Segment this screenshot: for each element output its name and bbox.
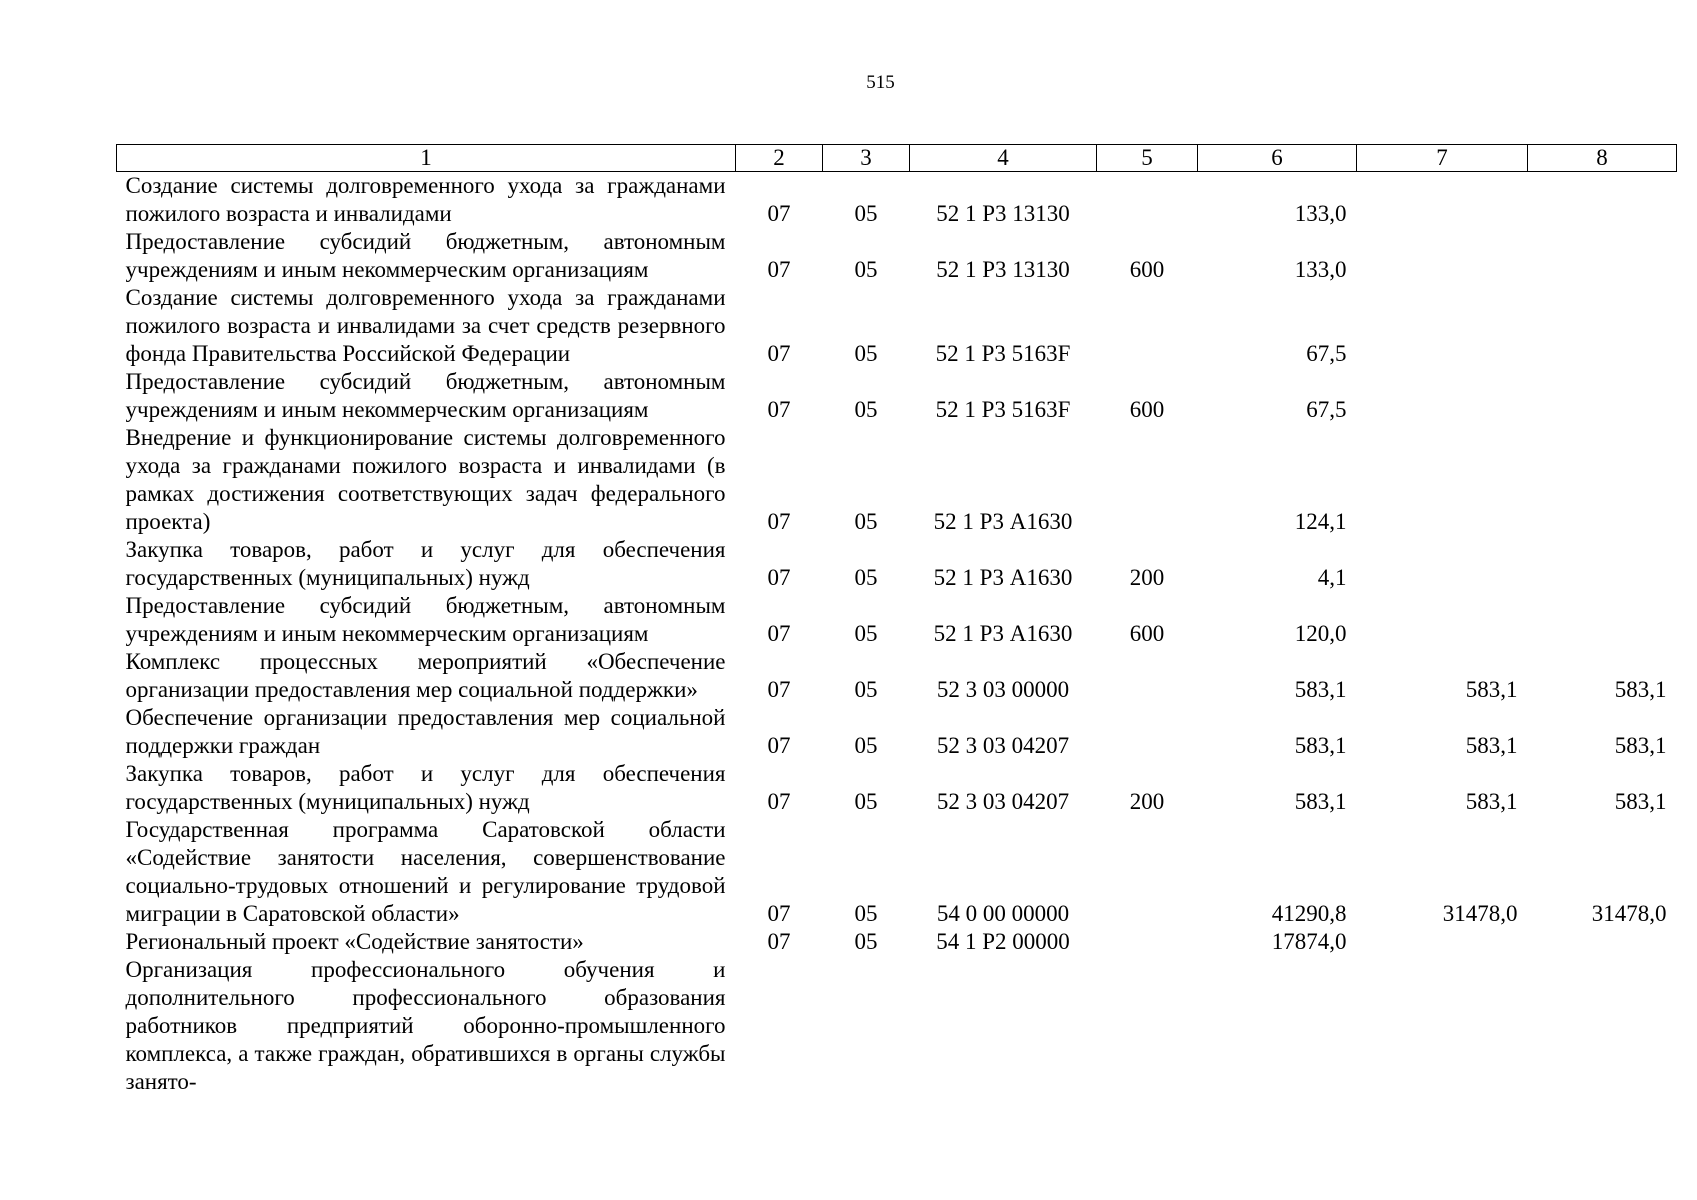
row-amount-col8 (1528, 368, 1677, 424)
row-subsection: 05 (854, 397, 878, 422)
row-subsection: 05 (854, 929, 878, 954)
row-expense-type (1097, 956, 1198, 1096)
row-expense-type: 200 (1129, 789, 1165, 814)
row-amount-col8 (1528, 536, 1677, 592)
row-amount-col7 (1357, 956, 1528, 1096)
row-amount-col8: 31478,0 (1591, 901, 1667, 926)
row-expense-type: 600 (1129, 621, 1165, 646)
column-header-1: 1 (117, 145, 736, 172)
row-subsection: 05 (854, 565, 878, 590)
table-row (117, 956, 1677, 1096)
row-amount-col6: 583,1 (1294, 789, 1347, 814)
row-subsection: 05 (854, 621, 878, 646)
row-amount-col6: 17874,0 (1271, 929, 1347, 954)
row-name: Создание системы долговременного ухода за гражданами пожилого возраста и инвалидами (125, 173, 726, 226)
row-expense-type (1097, 648, 1198, 704)
table-row (117, 228, 1677, 284)
row-amount-col7: 583,1 (1465, 733, 1518, 758)
row-amount-col7 (1357, 592, 1528, 648)
row-amount-col8 (1528, 284, 1677, 368)
row-name: Закупка товаров, работ и услуг для обеспечения государственных (муниципальных) нужд (125, 537, 726, 590)
row-amount-col6: 583,1 (1294, 733, 1347, 758)
table-row (117, 536, 1677, 592)
row-amount-col6: 67,5 (1306, 341, 1347, 366)
row-name: Внедрение и функционирование системы долговременного ухода за гражданами пожилого возраста и инвалидами (в рамках достижения соответствующих задач федерального проекта) (125, 425, 726, 534)
row-amount-col7 (1357, 228, 1528, 284)
row-amount-col7: 583,1 (1465, 677, 1518, 702)
row-amount-col6: 67,5 (1306, 397, 1347, 422)
row-subsection: 05 (854, 201, 878, 226)
table-row (117, 928, 1677, 956)
row-name: Государственная программа Саратовской области «Содействие занятости населения, совершенствование социально-трудовых отношений и регулирование трудовой миграции в Саратовской области» (125, 817, 726, 926)
row-target-code: 52 1 Р3 5163F (935, 341, 1071, 366)
row-amount-col7: 31478,0 (1442, 901, 1518, 926)
row-section: 07 (767, 201, 791, 226)
row-amount-col8 (1528, 424, 1677, 536)
row-subsection: 05 (854, 733, 878, 758)
column-number-header-row (117, 145, 1677, 172)
row-target-code: 52 1 Р3 А1630 (933, 621, 1073, 646)
row-target-code: 54 0 00 00000 (936, 901, 1070, 926)
row-section: 07 (767, 565, 791, 590)
row-amount-col8 (1528, 172, 1677, 229)
row-subsection: 05 (854, 901, 878, 926)
row-expense-type: 200 (1129, 565, 1165, 590)
row-name: Предоставление субсидий бюджетным, автономным учреждениям и иным некоммерческим организациям (125, 593, 726, 646)
row-subsection: 05 (854, 341, 878, 366)
row-expense-type: 600 (1129, 397, 1165, 422)
row-target-code: 52 3 03 04207 (936, 733, 1070, 758)
table-row (117, 648, 1677, 704)
row-section: 07 (767, 929, 791, 954)
row-name: Закупка товаров, работ и услуг для обеспечения государственных (муниципальных) нужд (125, 761, 726, 814)
row-section: 07 (767, 901, 791, 926)
row-expense-type (1097, 928, 1198, 956)
row-target-code: 52 1 Р3 А1630 (933, 565, 1073, 590)
row-subsection: 05 (854, 509, 878, 534)
row-amount-col7 (1357, 172, 1528, 229)
row-name: Организация профессионального обучения и дополнительного профессионального образования работников предприятий оборонно-промышленного комплекса, а также граждан, обратившихся в органы службы занято- (125, 957, 726, 1094)
row-subsection: 05 (854, 257, 878, 282)
row-amount-col7: 583,1 (1465, 789, 1518, 814)
column-header-4: 4 (910, 145, 1097, 172)
table-row (117, 424, 1677, 536)
row-amount-col8: 583,1 (1614, 789, 1667, 814)
row-target-code: 52 3 03 04207 (936, 789, 1070, 814)
row-amount-col7 (1357, 424, 1528, 536)
row-target-code (910, 956, 1097, 1096)
row-subsection: 05 (854, 677, 878, 702)
row-section: 07 (767, 733, 791, 758)
row-target-code: 52 1 Р3 13130 (936, 257, 1070, 282)
row-amount-col7 (1357, 284, 1528, 368)
row-amount-col6: 4,1 (1317, 565, 1347, 590)
row-name: Региональный проект «Содействие занятости» (125, 929, 584, 954)
row-expense-type (1097, 172, 1198, 229)
row-amount-col8: 583,1 (1614, 677, 1667, 702)
table-row (117, 368, 1677, 424)
row-expense-type (1097, 816, 1198, 928)
column-header-6: 6 (1198, 145, 1357, 172)
row-name: Создание системы долговременного ухода за гражданами пожилого возраста и инвалидами за счет средств резервного фонда Правительства Российской Федерации (125, 285, 726, 366)
column-header-8: 8 (1528, 145, 1677, 172)
row-amount-col8 (1528, 592, 1677, 648)
table-row (117, 760, 1677, 816)
row-target-code: 52 3 03 00000 (936, 677, 1070, 702)
row-amount-col6: 133,0 (1294, 201, 1347, 226)
row-target-code: 54 1 Р2 00000 (936, 929, 1070, 954)
row-section: 07 (767, 621, 791, 646)
table-row (117, 816, 1677, 928)
column-header-3: 3 (823, 145, 910, 172)
row-amount-col6: 120,0 (1294, 621, 1347, 646)
row-target-code: 52 1 Р3 А1630 (933, 509, 1073, 534)
table-row (117, 172, 1677, 229)
page-number: 515 (866, 72, 895, 93)
table-row (117, 704, 1677, 760)
row-section: 07 (767, 789, 791, 814)
row-name: Предоставление субсидий бюджетным, автономным учреждениям и иным некоммерческим организациям (125, 229, 726, 282)
row-expense-type: 600 (1129, 257, 1165, 282)
row-section: 07 (767, 257, 791, 282)
column-header-7: 7 (1357, 145, 1528, 172)
row-amount-col8 (1528, 228, 1677, 284)
table-row (117, 592, 1677, 648)
row-target-code: 52 1 Р3 5163F (935, 397, 1071, 422)
row-amount-col6: 41290,8 (1271, 901, 1347, 926)
row-amount-col6: 583,1 (1294, 677, 1347, 702)
row-section: 07 (767, 397, 791, 422)
column-header-5: 5 (1097, 145, 1198, 172)
row-subsection (823, 956, 910, 1096)
row-amount-col8 (1528, 928, 1677, 956)
column-header-2: 2 (736, 145, 823, 172)
row-amount-col6: 133,0 (1294, 257, 1347, 282)
row-amount-col6: 124,1 (1294, 509, 1347, 534)
row-amount-col7 (1357, 928, 1528, 956)
row-name: Комплекс процессных мероприятий «Обеспечение организации предоставления мер социальной поддержки» (125, 649, 726, 702)
row-target-code: 52 1 Р3 13130 (936, 201, 1070, 226)
row-amount-col7 (1357, 536, 1528, 592)
row-amount-col6 (1198, 956, 1357, 1096)
row-name: Обеспечение организации предоставления мер социальной поддержки граждан (125, 705, 726, 758)
table-row (117, 284, 1677, 368)
row-expense-type (1097, 284, 1198, 368)
row-section: 07 (767, 341, 791, 366)
row-section: 07 (767, 677, 791, 702)
row-subsection: 05 (854, 789, 878, 814)
row-expense-type (1097, 424, 1198, 536)
row-amount-col8: 583,1 (1614, 733, 1667, 758)
row-section (736, 956, 823, 1096)
row-amount-col8 (1528, 956, 1677, 1096)
row-name: Предоставление субсидий бюджетным, автономным учреждениям и иным некоммерческим организациям (125, 369, 726, 422)
row-expense-type (1097, 704, 1198, 760)
budget-table (116, 144, 1677, 1096)
row-amount-col7 (1357, 368, 1528, 424)
row-section: 07 (767, 509, 791, 534)
